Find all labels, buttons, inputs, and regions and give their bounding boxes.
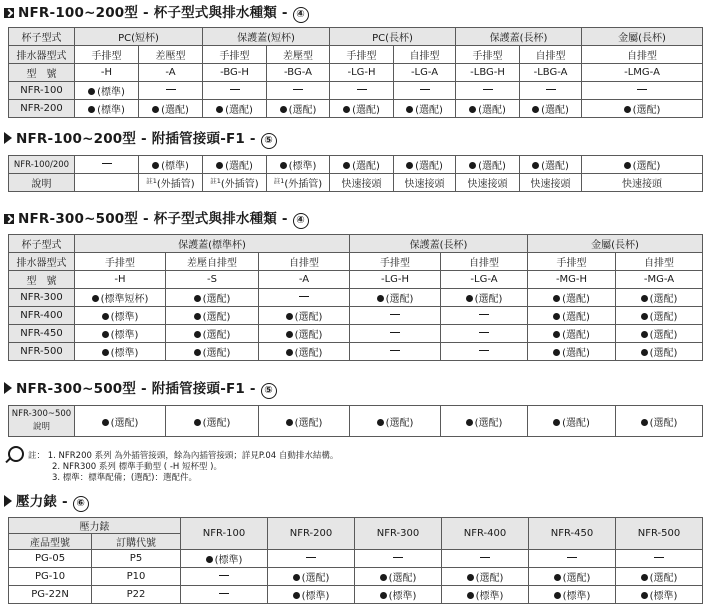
dash-mark [654, 557, 664, 558]
row-header: NFR-300~500 說明 [9, 406, 75, 437]
header-cell: NFR-500 [616, 518, 703, 550]
table-cell: (選配) [582, 100, 703, 118]
note-line: 1. NFR200 系列 為外插管接頭，餘為內插管接頭；詳見P.04 自動排水結構。 [47, 451, 339, 461]
table-cell [267, 82, 330, 100]
dot-icon [553, 313, 560, 320]
table-nfr100-200-f1 [8, 155, 703, 192]
header-cell: 杯子型式 [9, 28, 75, 46]
section-title-nfr100-200-f1: NFR-100~200型 - 附插管接頭-F1 - ⑤ [4, 131, 277, 149]
dot-icon [194, 295, 201, 302]
table-cell: (標準) [75, 343, 166, 361]
table-row [9, 568, 703, 586]
dash-mark [420, 89, 430, 90]
header-cell: 排水器型式 [9, 46, 75, 64]
table-cell: -A [139, 64, 203, 82]
table-cell: -A [259, 271, 350, 289]
table-cell: -BG-A [267, 64, 330, 82]
note-line: 3. 標準：標準配備；(選配)：選配件。 [52, 473, 197, 483]
row-header: NFR-500 [9, 343, 75, 361]
table-cell: $^{註1}$(外插管) [267, 174, 330, 192]
header-cell: 排水器型式 [9, 253, 75, 271]
table-cell: 差壓自排型 [166, 253, 259, 271]
row-header: NFR-100 [9, 82, 75, 100]
table-cell: (選配) [456, 100, 520, 118]
table-cell: 手排型 [203, 46, 267, 64]
dot-icon [286, 313, 293, 320]
table-row [9, 28, 703, 46]
dot-icon [343, 106, 350, 113]
section-title-nfr100-200-cup: NFR-100~200型 - 杯子型式與排水種類 - ④ [4, 5, 309, 23]
table-cell: 自排型 [520, 46, 582, 64]
dot-icon [469, 162, 476, 169]
table-cell: (選配) [528, 307, 616, 325]
dot-icon [467, 592, 474, 599]
table-row [9, 235, 703, 253]
dot-icon [152, 106, 159, 113]
dot-icon [194, 313, 201, 320]
header-cell: 杯子型式 [9, 235, 75, 253]
table-cell: -MG-H [528, 271, 616, 289]
table-cell: -LG-A [441, 271, 528, 289]
header-cell: NFR-300 [355, 518, 442, 550]
dot-icon [102, 419, 109, 426]
dot-icon [406, 162, 413, 169]
dash-mark [306, 557, 316, 558]
table-cell: (選配) [520, 156, 582, 174]
dot-icon [466, 419, 473, 426]
dash-mark [483, 89, 493, 90]
table-cell [350, 343, 441, 361]
dot-icon [88, 88, 95, 95]
table-cell [203, 82, 267, 100]
section-number: ④ [293, 213, 309, 229]
magnifier-icon [8, 446, 24, 462]
dot-icon [467, 574, 474, 581]
dot-icon [532, 162, 539, 169]
table-cell: (標準) [75, 307, 166, 325]
row-header: NFR-400 [9, 307, 75, 325]
dot-icon [641, 331, 648, 338]
table-cell: (選配) [582, 156, 703, 174]
triangle-bullet-icon [4, 132, 12, 144]
table-cell: (選配) [350, 289, 441, 307]
table-cell: -LBG-H [456, 64, 520, 82]
dot-icon [553, 419, 560, 426]
table-row [9, 271, 703, 289]
table-cell: (選配) [350, 406, 441, 437]
header-cell: 金屬(長杯) [582, 28, 703, 46]
dot-icon [280, 106, 287, 113]
dot-icon [216, 162, 223, 169]
table-cell: (標準) [529, 586, 616, 604]
table-cell: 快速接頭 [582, 174, 703, 192]
table-cell: (標準) [616, 586, 703, 604]
dot-icon [102, 331, 109, 338]
header-cell: NFR-100 [181, 518, 268, 550]
table-cell [259, 289, 350, 307]
table-cell [355, 550, 442, 568]
table-cell: (選配) [139, 100, 203, 118]
table-row [9, 253, 703, 271]
table-cell: -LG-H [350, 271, 441, 289]
table-cell: (選配) [442, 568, 529, 586]
section-title-pressure-gauge: 壓力錶 - ⑥ [4, 494, 89, 512]
table-cell: (選配) [259, 307, 350, 325]
dash-mark [219, 593, 229, 594]
table-cell: (標準) [268, 586, 355, 604]
dash-mark [479, 332, 489, 333]
table-cell: (選配) [166, 343, 259, 361]
table-cell: 自排型 [441, 253, 528, 271]
table-cell [520, 82, 582, 100]
table-row [9, 343, 703, 361]
table-cell: (選配) [529, 568, 616, 586]
table-cell: (選配) [259, 343, 350, 361]
table-cell: (選配) [330, 100, 394, 118]
dot-icon [641, 349, 648, 356]
table-cell: (標準) [181, 550, 268, 568]
table-cell: -LG-A [394, 64, 456, 82]
table-cell: (選配) [528, 325, 616, 343]
table-cell: (選配) [441, 289, 528, 307]
dash-mark [390, 314, 400, 315]
dot-icon [641, 419, 648, 426]
table-cell [442, 550, 529, 568]
dot-icon [152, 162, 159, 169]
table-cell: (選配) [616, 307, 703, 325]
dot-icon [216, 106, 223, 113]
table-cell [350, 307, 441, 325]
note-line: 2. NFR300 系列 標準手動型 ( -H 短杯型 )。 [52, 462, 222, 472]
table-cell: $^{註1}$(外插管) [203, 174, 267, 192]
table-cell [75, 156, 139, 174]
table-row [9, 406, 703, 437]
dash-mark [393, 557, 403, 558]
section-number: ⑥ [73, 496, 89, 512]
table-nfr300-500-cup-types [8, 234, 703, 361]
section-number: ⑤ [261, 133, 277, 149]
table-cell [441, 325, 528, 343]
table-row [9, 82, 703, 100]
table-cell [582, 82, 703, 100]
table-cell: 快速接頭 [394, 174, 456, 192]
triangle-bullet-icon [4, 495, 12, 507]
header-cell: PC(長杯) [330, 28, 456, 46]
table-cell: 手排型 [528, 253, 616, 271]
table-cell [139, 82, 203, 100]
table-cell: 差壓型 [267, 46, 330, 64]
table-cell: (選配) [394, 100, 456, 118]
dot-icon [194, 331, 201, 338]
check-square-icon [4, 214, 14, 224]
dot-icon [624, 162, 631, 169]
table-cell: (選配) [203, 156, 267, 174]
table-pressure-gauge [8, 517, 703, 604]
header-cell: 訂購代號 [92, 534, 181, 550]
table-cell: -LMG-A [582, 64, 703, 82]
table-cell [268, 550, 355, 568]
dot-icon [553, 349, 560, 356]
table-cell: (選配) [166, 325, 259, 343]
dash-mark [480, 557, 490, 558]
table-row [9, 518, 703, 534]
table-cell: (選配) [267, 100, 330, 118]
table-cell: (標準短杯) [75, 289, 166, 307]
table-cell: (選配) [166, 406, 259, 437]
dot-icon [469, 106, 476, 113]
section-title-nfr300-500-cup: NFR-300~500型 - 杯子型式與排水種類 - ④ [4, 211, 309, 229]
check-square-icon [4, 8, 14, 18]
dash-mark [479, 350, 489, 351]
table-cell: PG-22N [9, 586, 92, 604]
table-cell: (選配) [166, 289, 259, 307]
table-cell: (選配) [441, 406, 528, 437]
table-cell [330, 82, 394, 100]
table-cell: (標準) [355, 586, 442, 604]
table-cell [350, 325, 441, 343]
table-row [9, 46, 703, 64]
table-cell: (選配) [616, 343, 703, 361]
dash-mark [293, 89, 303, 90]
table-cell: (標準) [139, 156, 203, 174]
table-row [9, 174, 703, 192]
table-row [9, 289, 703, 307]
dot-icon [377, 295, 384, 302]
table-cell [394, 82, 456, 100]
table-cell: -S [166, 271, 259, 289]
dot-icon [102, 349, 109, 356]
dot-icon [553, 295, 560, 302]
table-cell: (選配) [520, 100, 582, 118]
table-cell: 手排型 [75, 46, 139, 64]
table-cell: (標準) [267, 156, 330, 174]
header-cell: 保護蓋(短杯) [203, 28, 330, 46]
dot-icon [406, 106, 413, 113]
table-cell [456, 82, 520, 100]
dash-mark [546, 89, 556, 90]
table-cell: -LG-H [330, 64, 394, 82]
table-cell: 快速接頭 [330, 174, 394, 192]
table-cell: (選配) [75, 406, 166, 437]
table-row [9, 156, 703, 174]
header-cell: 型 號 [9, 271, 75, 289]
dot-icon [280, 162, 287, 169]
table-cell: -H [75, 271, 166, 289]
section-number: ④ [293, 7, 309, 23]
table-cell: PG-05 [9, 550, 92, 568]
table-cell: (選配) [203, 100, 267, 118]
table-cell: (選配) [394, 156, 456, 174]
dot-icon [343, 162, 350, 169]
notes-block [8, 446, 338, 484]
table-cell: (選配) [616, 289, 703, 307]
dash-mark [479, 314, 489, 315]
table-cell: -H [75, 64, 139, 82]
table-cell: (選配) [259, 406, 350, 437]
table-cell: 手排型 [330, 46, 394, 64]
dot-icon [92, 295, 99, 302]
table-nfr300-500-f1 [8, 405, 703, 437]
header-cell: 型 號 [9, 64, 75, 82]
table-cell: (選配) [616, 568, 703, 586]
table-cell: 手排型 [456, 46, 520, 64]
dot-icon [293, 592, 300, 599]
dot-icon [206, 556, 213, 563]
dot-icon [641, 592, 648, 599]
dot-icon [194, 419, 201, 426]
table-cell: (選配) [528, 289, 616, 307]
table-cell: (標準) [75, 325, 166, 343]
table-cell: (選配) [616, 406, 703, 437]
dash-mark [102, 163, 112, 164]
table-cell [529, 550, 616, 568]
dash-mark [390, 332, 400, 333]
table-nfr100-200-cup-types [8, 27, 703, 118]
dash-mark [299, 296, 309, 297]
table-cell: -LBG-A [520, 64, 582, 82]
table-cell: PG-10 [9, 568, 92, 586]
table-cell: (選配) [616, 325, 703, 343]
dot-icon [532, 106, 539, 113]
dot-icon [554, 592, 561, 599]
table-cell: 自排型 [394, 46, 456, 64]
header-cell: 保護蓋(標準杯) [75, 235, 350, 253]
header-cell: 金屬(長杯) [528, 235, 703, 253]
dash-mark [637, 89, 647, 90]
table-row [9, 550, 703, 568]
dot-icon [554, 574, 561, 581]
section-number: ⑤ [261, 383, 277, 399]
dot-icon [194, 349, 201, 356]
table-cell [181, 586, 268, 604]
header-cell: 壓力錶 [9, 518, 181, 534]
dot-icon [641, 574, 648, 581]
header-cell: 保護蓋(長杯) [350, 235, 528, 253]
triangle-bullet-icon [4, 382, 12, 394]
row-header: 說明 [9, 174, 75, 192]
table-cell: 快速接頭 [520, 174, 582, 192]
dot-icon [380, 592, 387, 599]
table-cell [616, 550, 703, 568]
dot-icon [641, 313, 648, 320]
table-cell: (標準) [75, 82, 139, 100]
row-header: NFR-200 [9, 100, 75, 118]
table-cell: 自排型 [582, 46, 703, 64]
row-header: NFR-100/200 [9, 156, 75, 174]
table-row [9, 64, 703, 82]
dot-icon [286, 349, 293, 356]
notes-label: 註： [28, 451, 46, 461]
table-cell: P22 [92, 586, 181, 604]
dash-mark [166, 89, 176, 90]
table-cell: -BG-H [203, 64, 267, 82]
table-cell: (選配) [259, 325, 350, 343]
table-cell [181, 568, 268, 586]
table-cell: 自排型 [259, 253, 350, 271]
section-title-nfr300-500-f1: NFR-300~500型 - 附插管接頭-F1 - ⑤ [4, 381, 277, 399]
table-cell: $^{註1}$(外插管) [139, 174, 203, 192]
row-header: NFR-300 [9, 289, 75, 307]
table-cell: P5 [92, 550, 181, 568]
table-cell: (選配) [268, 568, 355, 586]
table-cell: 差壓型 [139, 46, 203, 64]
dot-icon [553, 331, 560, 338]
dot-icon [377, 419, 384, 426]
dash-mark [567, 557, 577, 558]
header-cell: NFR-400 [442, 518, 529, 550]
table-cell: (選配) [166, 307, 259, 325]
table-cell: (選配) [528, 343, 616, 361]
table-cell: (選配) [330, 156, 394, 174]
dot-icon [102, 313, 109, 320]
dash-mark [390, 350, 400, 351]
table-row [9, 100, 703, 118]
table-cell: (選配) [355, 568, 442, 586]
table-cell: 手排型 [350, 253, 441, 271]
table-cell: 快速接頭 [456, 174, 520, 192]
table-row [9, 307, 703, 325]
table-cell: (標準) [75, 100, 139, 118]
table-cell: 手排型 [75, 253, 166, 271]
dash-mark [357, 89, 367, 90]
dot-icon [286, 331, 293, 338]
dash-mark [230, 89, 240, 90]
header-cell: 產品型號 [9, 534, 92, 550]
table-cell [441, 307, 528, 325]
table-cell: (選配) [528, 406, 616, 437]
dot-icon [88, 106, 95, 113]
header-cell: NFR-450 [529, 518, 616, 550]
row-header: NFR-450 [9, 325, 75, 343]
dot-icon [286, 419, 293, 426]
header-cell: PC(短杯) [75, 28, 203, 46]
dot-icon [641, 295, 648, 302]
table-cell: 自排型 [616, 253, 703, 271]
table-cell: (選配) [456, 156, 520, 174]
table-cell: (標準) [442, 586, 529, 604]
table-cell [75, 174, 139, 192]
table-cell: -MG-A [616, 271, 703, 289]
header-cell: 保護蓋(長杯) [456, 28, 582, 46]
dot-icon [624, 106, 631, 113]
table-row [9, 325, 703, 343]
table-cell: P10 [92, 568, 181, 586]
header-cell: NFR-200 [268, 518, 355, 550]
dot-icon [293, 574, 300, 581]
dot-icon [380, 574, 387, 581]
dash-mark [219, 575, 229, 576]
table-cell [441, 343, 528, 361]
table-row [9, 586, 703, 604]
dot-icon [466, 295, 473, 302]
